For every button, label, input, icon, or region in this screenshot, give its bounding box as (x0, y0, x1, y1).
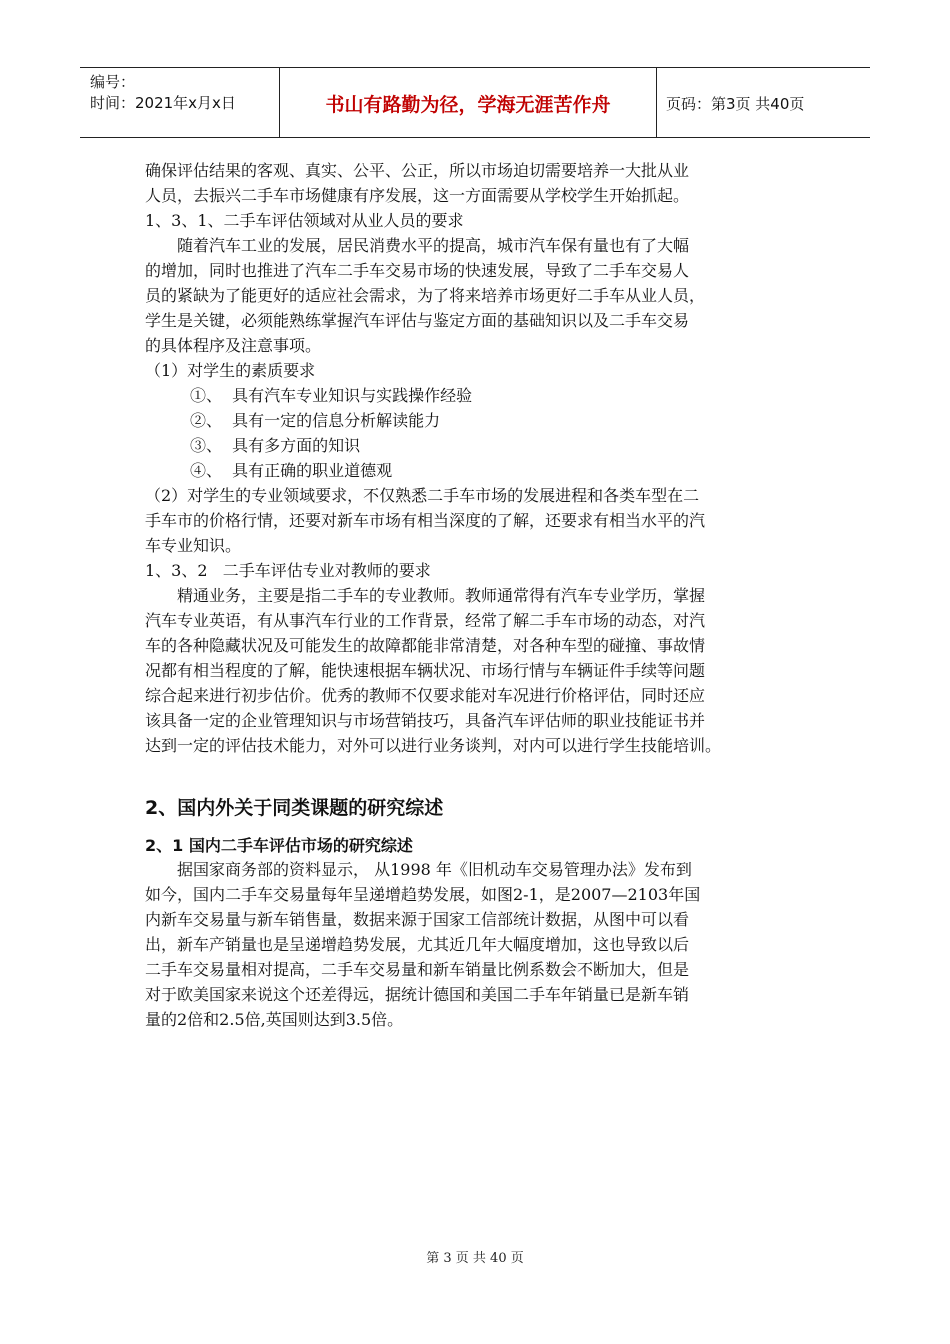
list-item: ②、 具有一定的信息分析解读能力 (190, 411, 441, 430)
list-item: ④、 具有正确的职业道德观 (190, 461, 393, 480)
body-text-top (145, 158, 805, 758)
text-line: 车专业知识。 (145, 536, 242, 555)
text-line: 该具备一定的企业管理知识与市场营销技巧，具备汽车评估师的职业技能证书并 (145, 711, 706, 730)
text-line: 学生是关键，必须能熟练掌握汽车评估与鉴定方面的基础知识以及二手车交易 (145, 311, 690, 330)
list-item: ①、 具有汽车专业知识与实践操作经验 (190, 386, 473, 405)
text-line: 出，新车产销量也是呈递增趋势发展，尤其近几年大幅度增加，这也导致以后 (145, 935, 690, 954)
text-line: 如今，国内二手车交易量每年呈递增趋势发展，如图2-1，是2007—2103年国 (145, 885, 701, 904)
requirement-heading: （1）对学生的素质要求 (145, 361, 316, 380)
text-line: 二手车交易量相对提高，二手车交易量和新车销量比例系数会不断加大，但是 (145, 960, 690, 979)
text-line: 的具体程序及注意事项。 (145, 336, 322, 355)
header-motto: 书山有路勤为径，学海无涯苦作舟 (325, 94, 611, 116)
text-line: 人员，去振兴二手车市场健康有序发展，这一方面需要从学校学生开始抓起。 (145, 186, 690, 205)
section-heading: 2、国内外关于同类课题的研究综述 (145, 797, 444, 819)
header-divider (656, 68, 657, 137)
text-line: 内新车交易量与新车销售量，数据来源于国家工信部统计数据，从图中可以看 (145, 910, 690, 929)
header-date: 时间：2021年x月x日 (90, 94, 236, 112)
page-header (80, 67, 870, 138)
text-line: 员的紧缺为了能更好的适应社会需求，为了将来培养市场更好二手车从业人员， (145, 286, 706, 305)
header-code-label: 编号： (90, 73, 136, 91)
subheading-1-3-1: 1、3、1、二手车评估领域对从业人员的要求 (145, 211, 464, 230)
subheading-1-3-2: 1、3、2 二手车评估专业对教师的要求 (145, 561, 431, 580)
subsection-heading: 2、1 国内二手车评估市场的研究综述 (145, 836, 413, 855)
body-text-bottom (145, 857, 805, 1032)
text-line: 手车市的价格行情，还要对新车市场有相当深度的了解，还要求有相当水平的汽 (145, 511, 706, 530)
text-line: 随着汽车工业的发展，居民消费水平的提高，城市汽车保有量也有了大幅 (177, 236, 690, 255)
text-line: 确保评估结果的客观、真实、公平、公正，所以市场迫切需要培养一大批从业 (145, 161, 690, 180)
text-line: 车的各种隐藏状况及可能发生的故障都能非常清楚，对各种车型的碰撞、事故情 (145, 636, 706, 655)
text-line: 汽车专业英语，有从事汽车行业的工作背景，经常了解二手车市场的动态，对汽 (145, 611, 706, 630)
text-line: 对于欧美国家来说这个还差得远，据统计德国和美国二手车年销量已是新车销 (145, 985, 690, 1004)
text-line: 的增加，同时也推进了汽车二手车交易市场的快速发展，导致了二手车交易人 (145, 261, 690, 280)
header-page-info: 页码：第3页 共40页 (666, 95, 805, 113)
text-line: 据国家商务部的资料显示， 从1998 年《旧机动车交易管理办法》发布到 (177, 860, 692, 879)
page-footer: 第 3 页 共 40 页 (426, 1251, 524, 1266)
text-line: 况都有相当程度的了解，能快速根据车辆状况、市场行情与车辆证件手续等问题 (145, 661, 706, 680)
text-line: （2）对学生的专业领域要求，不仅熟悉二手车市场的发展进程和各类车型在二 (145, 486, 700, 505)
text-line: 精通业务，主要是指二手车的专业教师。教师通常得有汽车专业学历，掌握 (177, 586, 706, 605)
text-line: 量的2倍和2.5倍,英国则达到3.5倍。 (145, 1010, 404, 1029)
header-meta (90, 72, 236, 114)
list-item: ③、 具有多方面的知识 (190, 436, 361, 455)
text-line: 综合起来进行初步估价。优秀的教师不仅要求能对车况进行价格评估，同时还应 (145, 686, 706, 705)
text-line: 达到一定的评估技术能力，对外可以进行业务谈判，对内可以进行学生技能培训。 (145, 736, 722, 755)
